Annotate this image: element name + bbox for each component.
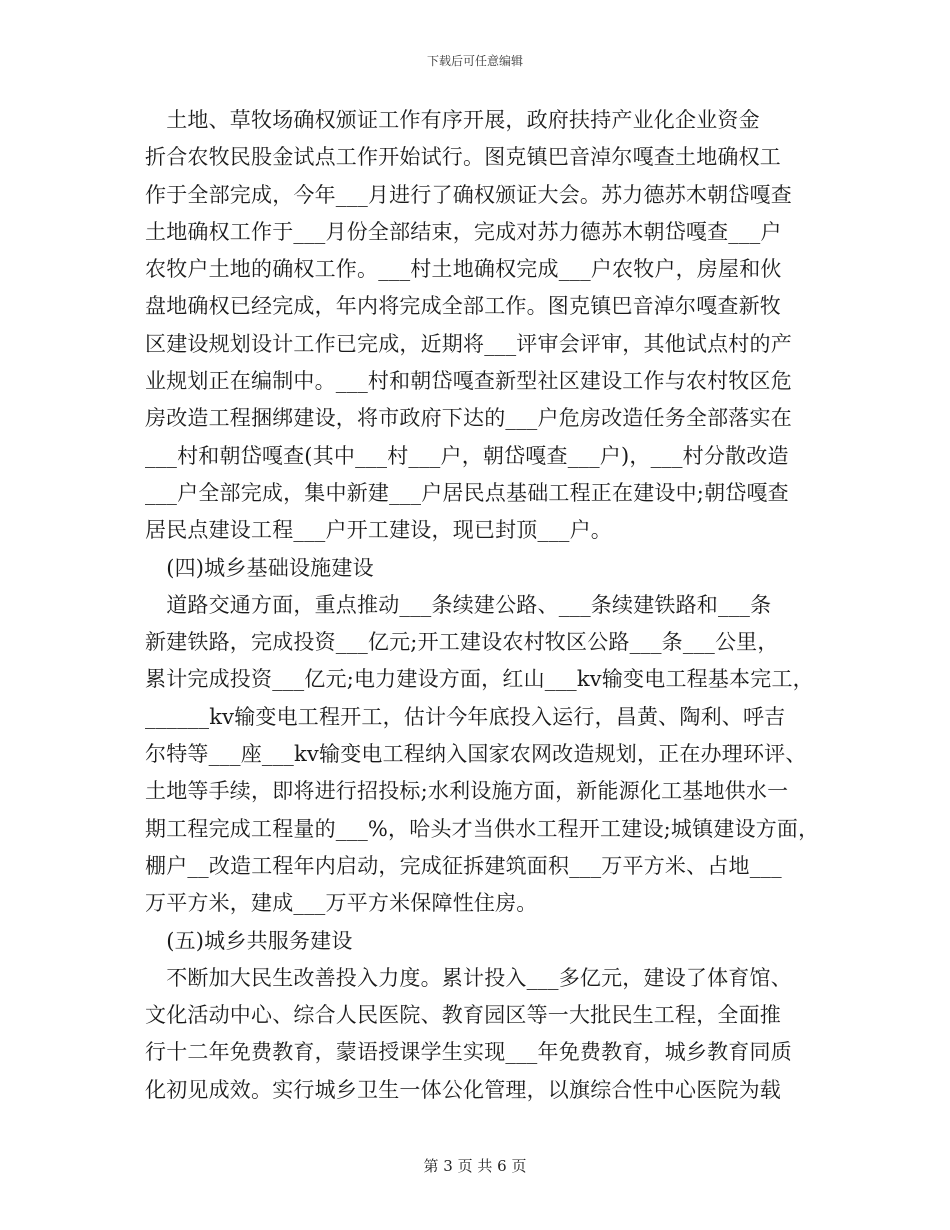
document-body bbox=[145, 102, 820, 1109]
text-line: 不断加大民生改善投入力度。累计投入___多亿元，建设了体育馆、 bbox=[145, 965, 792, 990]
section-heading: (五)城乡共服务建设 bbox=[145, 928, 353, 953]
text-line: 折合农牧民股金试点工作开始试行。图克镇巴音淖尔嘎查土地确权工 bbox=[145, 145, 781, 170]
text-line: 棚户__改造工程年内启动，完成征拆建筑面积___万平方米、占地___ bbox=[145, 853, 782, 878]
section-heading: (四)城乡基础设施建设 bbox=[145, 555, 374, 580]
page-footer: 第 3 页 共 6 页 bbox=[423, 1157, 527, 1175]
text-line: ___户全部完成，集中新建___户居民点基础工程正在建设中;朝岱嘎查 bbox=[145, 480, 789, 505]
text-line: 农牧户土地的确权工作。___村土地确权完成___户农牧户，房屋和伙 bbox=[145, 257, 782, 282]
text-line: 居民点建设工程___户开工建设，现已封顶___户。 bbox=[145, 518, 612, 543]
text-line: 业规划正在编制中。___村和朝岱嘎查新型社区建设工作与农村牧区危 bbox=[145, 369, 792, 394]
text-line: 土地等手续，即将进行招投标;水利设施方面，新能源化工基地供水一 bbox=[145, 779, 789, 804]
text-line: 文化活动中心、综合人民医院、教育园区等一大批民生工程，全面推 bbox=[145, 1003, 781, 1028]
text-line: 作于全部完成，今年___月进行了确权颁证大会。苏力德苏木朝岱嘎查 bbox=[145, 182, 792, 207]
text-line: 土地、草牧场确权颁证工作有序开展，政府扶持产业化企业资金 bbox=[145, 108, 760, 132]
text-line: 道路交通方面，重点推动___条续建公路、___条续建铁路和___条 bbox=[145, 592, 772, 617]
text-line: ______kv输变电工程开工，估计今年底投入运行，昌黄、陶利、呼吉 bbox=[145, 704, 786, 729]
text-line: 盘地确权已经完成，年内将完成全部工作。图克镇巴音淖尔嘎查新牧 bbox=[145, 294, 781, 319]
text-line: 万平方米，建成___万平方米保障性住房。 bbox=[145, 891, 538, 916]
text-line: 化初见成效。实行城乡卫生一体公化管理，以旗综合性中心医院为载 bbox=[145, 1077, 781, 1102]
page-header: 下载后可任意编辑 bbox=[426, 54, 523, 68]
text-line: 行十二年免费教育，蒙语授课学生实现___年免费教育，城乡教育同质 bbox=[145, 1040, 792, 1065]
text-line: ___村和朝岱嘎查(其中___村___户，朝岱嘎查___户)，___村分散改造 bbox=[145, 443, 789, 468]
text-line: 房改造工程捆绑建设，将市政府下达的___户危房改造任务全部落实在 bbox=[145, 406, 792, 431]
text-line: 区建设规划设计工作已完成，近期将___评审会评审，其他试点村的产 bbox=[145, 331, 792, 356]
text-line: 期工程完成工程量的___%，哈头才当供水工程开工建设;城镇建设方面， bbox=[145, 816, 820, 841]
text-line: 土地确权工作于___月份全部结束，完成对苏力德苏木朝岱嘎查___户 bbox=[145, 219, 782, 244]
text-line: 累计完成投资___亿元;电力建设方面，红山___kv输变电工程基本完工， bbox=[145, 667, 814, 692]
text-line: 尔特等___座___kv输变电工程纳入国家农网改造规划，正在办理环评、 bbox=[145, 742, 807, 767]
text-line: 新建铁路，完成投资___亿元;开工建设农村牧区公路___条___公里， bbox=[145, 630, 779, 655]
